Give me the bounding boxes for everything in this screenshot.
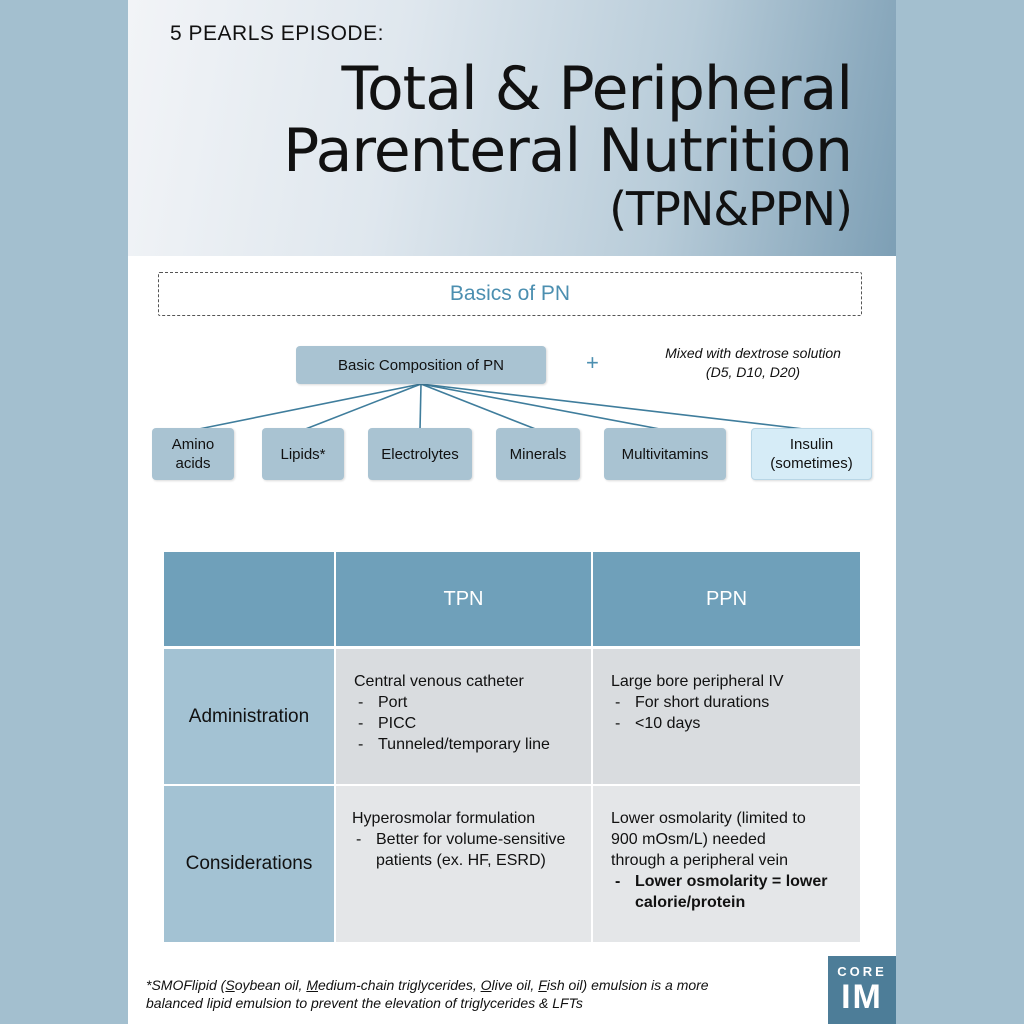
connector-electrolytes: [420, 384, 421, 430]
component-multivitamins: [604, 428, 726, 480]
cell-lead-line: Lower osmolarity (limited to: [611, 810, 806, 827]
bullet-text: Lower osmolarity = lower calorie/protein: [635, 873, 828, 911]
component-label: Multivitamins: [621, 445, 709, 463]
footnote-part: *SMOFlipid (: [146, 977, 226, 993]
cell-ppn-administration: [593, 649, 860, 784]
logo-top-text: CORE: [837, 964, 887, 979]
tpn-ppn-comparison-table: [164, 552, 860, 942]
footnote: [146, 976, 806, 1012]
component-lipids: [262, 428, 344, 480]
cell-tpn-considerations: [336, 786, 591, 942]
cell-lead-line: through a peripheral vein: [611, 852, 789, 869]
plus-sign: +: [586, 350, 599, 375]
component-label: Insulin: [789, 436, 834, 453]
connector-minerals: [421, 384, 538, 430]
dextrose-note-line-2: (D5, D10, D20): [705, 364, 801, 380]
title-line-1: Total & Peripheral: [341, 54, 852, 124]
component-label: Electrolytes: [381, 445, 459, 463]
composition-root-node: Basic Composition of PN: [296, 346, 546, 384]
cell-lead: Hyperosmolar formulation: [352, 810, 536, 827]
connector-multivitamins: [421, 384, 665, 430]
cell-lead-line: 900 mOsm/L) needed: [611, 831, 766, 848]
footnote-part: S: [225, 977, 235, 993]
component-label: Lipids*: [280, 445, 326, 463]
footnote-part: ish oil) emulsion is a more: [546, 977, 709, 993]
column-header-ppn: PPN: [593, 552, 860, 646]
cell-text: [354, 671, 584, 755]
section-heading: Basics of PN: [449, 282, 571, 305]
component-minerals: [496, 428, 580, 480]
footnote-line-2: balanced lipid emulsion to prevent the elevation of triglycerides & LFTs: [146, 995, 583, 1011]
component-label: Minerals: [509, 445, 567, 463]
row-label-considerations: Considerations: [164, 786, 334, 942]
bullet-text: <10 days: [635, 715, 701, 732]
row-label-administration: Administration: [164, 649, 334, 784]
cell-text: [352, 808, 586, 871]
bullet-text: Better for volume-sensitive patients (ex. HF, ESRD): [376, 831, 566, 869]
column-header-tpn: TPN: [336, 552, 591, 646]
component-amino-acids: [152, 428, 234, 480]
cell-bullet: - Tunneled/temporary line: [358, 736, 550, 753]
cell-bullet: - <10 days: [615, 715, 701, 732]
dextrose-note: [633, 344, 873, 382]
bullet-text: Port: [378, 694, 408, 711]
footnote-part: F: [538, 977, 547, 993]
cell-ppn-considerations: [593, 786, 860, 942]
bullet-text: Tunneled/temporary line: [378, 736, 550, 753]
connector-insulin: [421, 384, 812, 430]
footnote-part: O: [480, 977, 492, 993]
bullet-text: For short durations: [635, 694, 770, 711]
title-line-2: Parenteral Nutrition: [283, 116, 852, 186]
component-label: Amino: [171, 436, 215, 453]
cell-tpn-administration: [336, 649, 591, 784]
cell-bullet: - Better for volume-sensitive patients (ex. HF, ESRD): [356, 831, 566, 869]
bullet-text: PICC: [378, 715, 417, 732]
footnote-part: M: [306, 977, 318, 993]
component-label: acids: [175, 455, 211, 472]
logo-bottom-text: IM: [841, 978, 883, 1016]
component-insulin: [751, 428, 872, 480]
footnote-part: live oil,: [491, 977, 539, 993]
header-banner: [128, 0, 896, 256]
section-heading-box: [158, 272, 862, 316]
cell-bullet: - Port: [358, 694, 408, 711]
footnote-part: edium-chain triglycerides,: [317, 977, 481, 993]
component-label: (sometimes): [770, 455, 853, 472]
connector-amino: [194, 384, 421, 430]
cell-lead: Large bore peripheral IV: [611, 673, 784, 690]
cell-bullet: - PICC: [358, 715, 417, 732]
table-corner-cell: [164, 552, 334, 646]
cell-lead: Central venous catheter: [354, 673, 524, 690]
footnote-part: oybean oil,: [234, 977, 307, 993]
connector-lipids: [303, 384, 421, 430]
title-line-3: (TPN&PPN): [609, 182, 852, 236]
cell-bullet: - Lower osmolarity = lower calorie/protein: [615, 873, 828, 911]
component-electrolytes: [368, 428, 472, 480]
cell-text: [611, 671, 851, 734]
episode-label: 5 PEARLS EPISODE:: [170, 22, 384, 45]
cell-bullet: - For short durations: [615, 694, 770, 711]
core-im-logo: [828, 956, 896, 1024]
page-title: [283, 54, 852, 236]
cell-text: [611, 808, 855, 913]
infographic-card: [128, 0, 896, 1024]
dextrose-note-line-1: Mixed with dextrose solution: [665, 345, 841, 361]
